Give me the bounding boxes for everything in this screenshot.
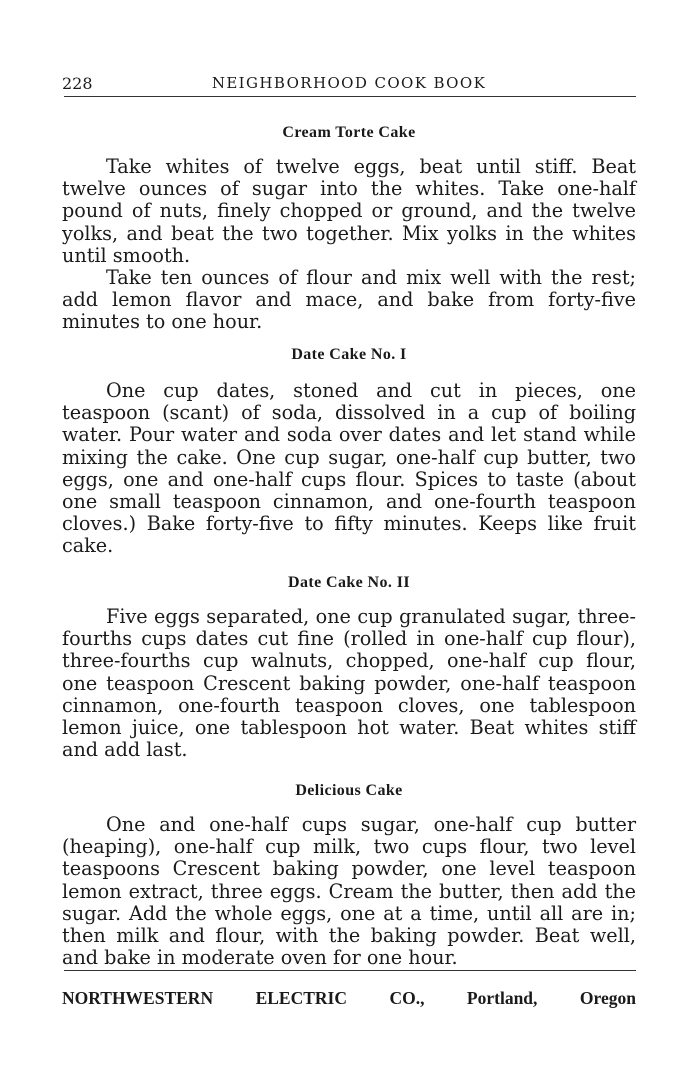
header-rule (64, 96, 636, 97)
recipe-body (62, 380, 636, 558)
recipe-body (62, 606, 636, 761)
recipe-paragraph: Take ten ounces of flour and mix well with the rest; add lemon flavor and mace, and bake from forty-five minutes to one hour. (62, 266, 636, 334)
footer-city: Portland, (466, 988, 538, 1008)
recipe-paragraph: One cup dates, stoned and cut in pieces, one teaspoon (scant) of soda, dissolved in a cup of boiling water. Pour water and soda over dates and let stand while mixing the cake. One cup sugar, one-half cup butter, two eggs, one and one-half cups flour. Spices to taste (about one small teaspoon cinnamon, and one-fourth teaspoon cloves.) Bake forty-five to fifty minutes. Keeps like fruit cake. (62, 379, 636, 558)
recipe-body (62, 156, 636, 334)
page-number: 228 (62, 74, 93, 93)
footer-company-word: NORTHWESTERN (62, 988, 214, 1008)
recipe-title: Cream Torte Cake (282, 124, 416, 141)
recipe-paragraph: Five eggs separated, one cup granulated sugar, three-fourths cups dates cut fine (rolled in one-half cup flour), three-fourths cup walnuts, chopped, one-half cup flour, one teaspoon Crescent baking powder, one-half teaspoon cinnamon, one-fourth teaspoon cloves, one tablespoon lemon juice, one tablespoon hot water. Beat whites stiff and add last. (62, 605, 636, 762)
recipe-title: Date Cake No. II (288, 574, 410, 591)
page-footer (62, 988, 636, 1009)
recipe-paragraph: Take whites of twelve eggs, beat until stiff. Beat twelve ounces of sugar into the whites. Take one-half pound of nuts, finely chopped or ground, and the twelve yolks, and beat the two together. Mix yolks in the whites until smooth. (62, 155, 636, 267)
recipe-body (62, 814, 636, 969)
footer-company-word: CO., (389, 988, 425, 1008)
recipe-title: Delicious Cake (295, 782, 403, 799)
footer-company-word: ELECTRIC (255, 988, 347, 1008)
recipe-title: Date Cake No. I (291, 346, 407, 363)
recipe-paragraph: One and one-half cups sugar, one-half cup butter (heaping), one-half cup milk, two cups flour, two level teaspoons Crescent baking powder, one level teaspoon lemon extract, three eggs. Cream the butter, then add the sugar. Add the whole eggs, one at a time, until all are in; then milk and flour, with the baking powder. Beat well, and bake in moderate oven for one hour. (62, 813, 636, 970)
footer-state: Oregon (579, 988, 636, 1008)
running-title: NEIGHBORHOOD COOK BOOK (211, 74, 487, 92)
footer-rule (64, 970, 636, 971)
